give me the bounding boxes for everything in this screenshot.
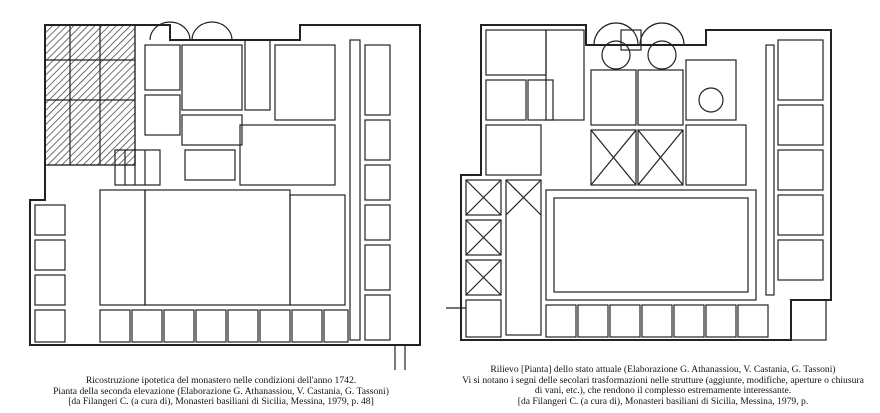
left-plan-caption (0, 376, 442, 408)
right-caption-line: Rilievo [Pianta] dello stato attuale (Elaborazione G. Athanassiou, V. Castania, G. Tassoni) (490, 364, 836, 375)
right-caption-line: di vani, etc.), che rendono il complesso estremamente interessante. (534, 385, 792, 397)
right-floor-plan-drawing (446, 0, 880, 362)
left-floor-plan-drawing (0, 0, 442, 372)
right-plan-caption (446, 365, 880, 407)
right-caption-line: [da Filangeri C. (a cura di), Monasteri basiliani di Sicilia, Messina, 1979, p. (517, 395, 809, 407)
right-caption-line: Vi si notano i segni delle secolari trasformazioni nelle strutture (aggiunte, modifiche, aperture o chiusura (462, 374, 864, 386)
left-caption-line: [da Filangeri C. (a cura di), Monasteri basiliani di Sicilia, Messina, 1979, p. 48] (68, 396, 374, 408)
left-caption-line: Ricostruzione ipotetica del monastero nelle condizioni dell'anno 1742. (85, 375, 357, 386)
left-caption-line: Pianta della seconda elevazione (Elaborazione G. Athanassiou, V. Castania, G. Tassoni) (53, 385, 389, 397)
right-floor-plan-panel (446, 0, 880, 413)
